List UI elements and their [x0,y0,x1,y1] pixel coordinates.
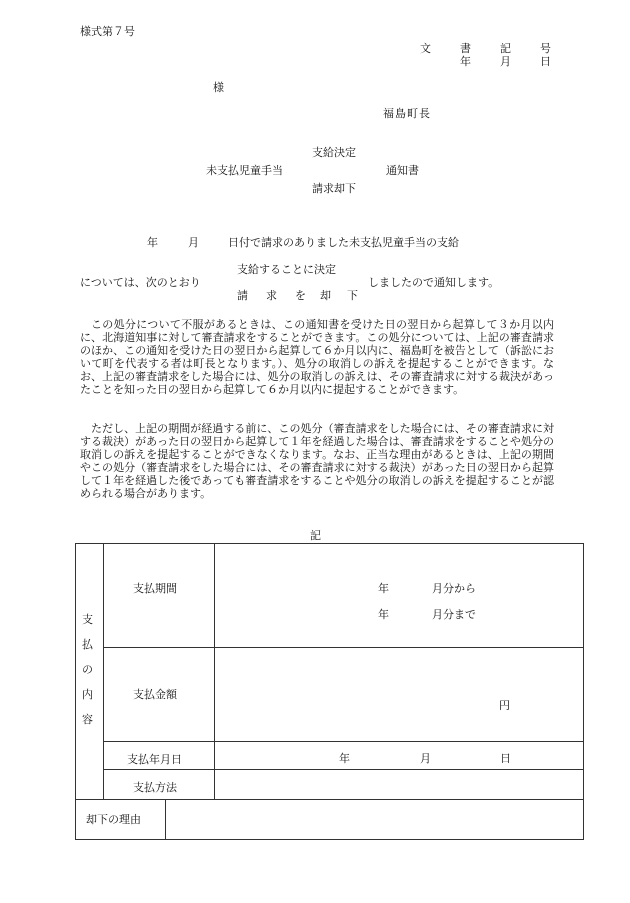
table-divider [75,799,584,800]
payment-method-label: 支払方法 [133,781,177,794]
doc-number-char: 書 [460,42,471,55]
notice-paragraph-2: ただし、上記の期間が経過する前に、この処分（審査請求をした場合には、その審査請求に対する裁決）があった日の翌日から起算して１年を経過した場合は、審査請求をすることや処分の取消しの訴えを提起することができなくなります。なお、正当な理由があるときは、上記の期間やこの処分（審査請求をした場合には、その審査請求に対する裁決）があった日の翌日から起算して１年を経過した後であっても審査請求をすることや処分の取消しの訴えを提起することが認められる場合があります。 [80,422,554,500]
title-suffix: 通知書 [386,164,419,177]
payment-date-day: 日 [500,752,511,765]
period-to-month: 月分まで [432,608,476,621]
table-divider [103,769,584,770]
sentence-lead: については、次のとおり [80,276,201,289]
request-date-text: 日付で請求のありました未支払児童手当の支給 [228,236,459,249]
amount-unit: 円 [499,699,510,712]
month-label: 月 [188,236,199,249]
ki-heading: 記 [310,529,321,542]
option-grant: 支給することに決定 [237,263,336,276]
group-label-char: 容 [82,713,93,726]
amount-label: 支払金額 [133,688,177,701]
table-divider [214,543,215,799]
option-reject-char: 却 [320,289,331,302]
group-label-char: 支 [82,613,93,626]
group-label-char: の [82,663,93,676]
doc-number-char: 号 [540,42,551,55]
year-label: 年 [460,55,471,68]
rejection-reason-label: 却下の理由 [86,813,141,826]
doc-number-char: 記 [500,42,511,55]
option-reject-char: 下 [347,289,358,302]
sender: 福島町長 [383,107,431,120]
table-divider [103,741,584,742]
recipient-suffix: 様 [213,81,224,94]
title-option-bottom: 請求却下 [312,182,356,195]
day-label: 日 [540,55,551,68]
option-reject-char: 請 [237,289,248,302]
period-to-year: 年 [378,608,389,621]
payment-date-year: 年 [339,752,350,765]
group-label-char: 払 [82,638,93,651]
option-reject-char: 求 [266,289,277,302]
group-label-char: 内 [82,688,93,701]
period-from-month: 月分から [432,582,476,595]
year-label: 年 [147,236,158,249]
period-label: 支払期間 [133,582,177,595]
table-divider [103,543,104,799]
period-from-year: 年 [378,582,389,595]
title-main: 未支払児童手当 [206,164,283,177]
doc-number-char: 文 [420,42,431,55]
form-number: 様式第７号 [80,25,135,38]
table-divider [103,647,584,648]
sentence-tail: しましたので通知します。 [368,276,500,289]
payment-date-label: 支払年月日 [127,753,182,766]
notice-paragraph-1: この処分について不服があるときは、この通知書を受けた日の翌日から起算して３か月以内に、北海道知事に対して審査請求をすることができます。この処分については、上記の審査請求のほか、この通知を受けた日の翌日から起算して６か月以内に、福島町を被告として（訴訟において町を代表する者は町長となります。）、処分の取消しの訴えを提起することができます。なお、上記の審査請求をした場合には、処分の取消しの訴えは、その審査請求に対する裁決があったことを知った日の翌日から起算して６か月以内に提起することができます。 [80,318,554,396]
title-option-top: 支給決定 [312,146,356,159]
table-divider [165,799,166,840]
month-label: 月 [500,55,511,68]
option-reject-char: を [295,289,306,302]
payment-date-month: 月 [420,752,431,765]
